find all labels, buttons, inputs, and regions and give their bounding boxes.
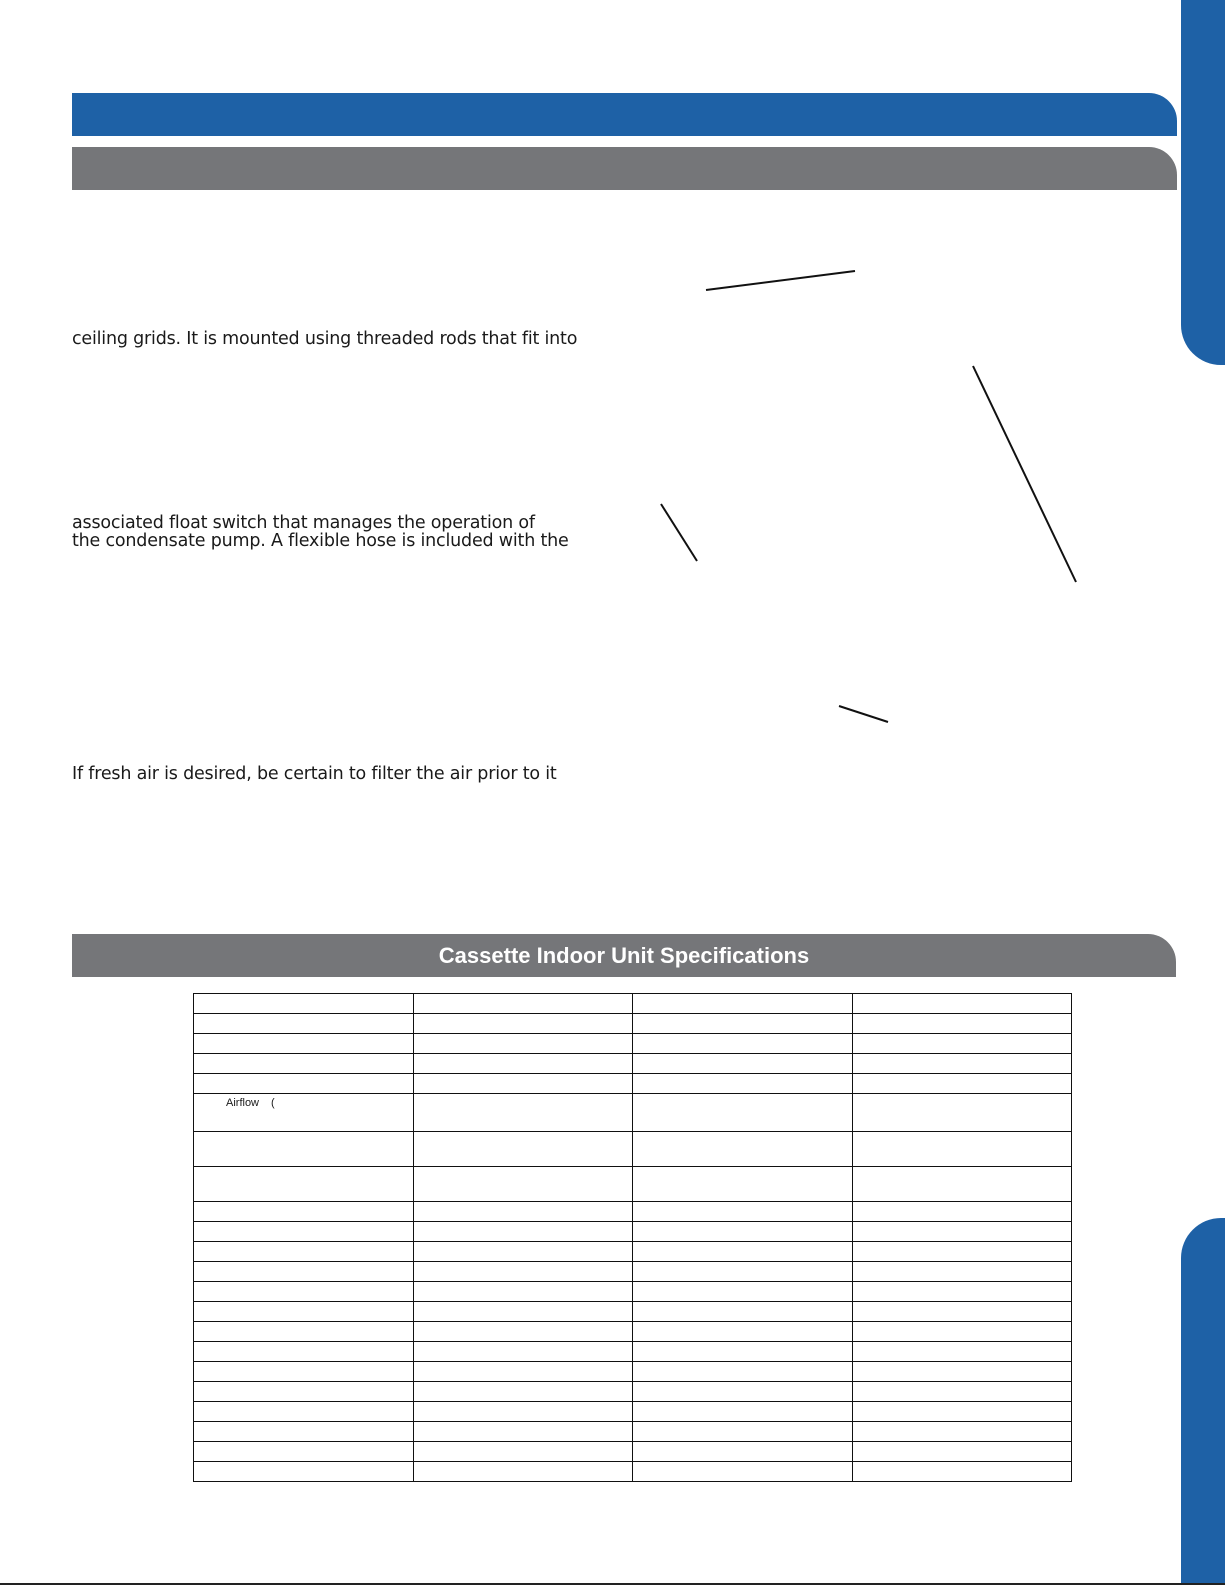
table-cell (633, 1302, 853, 1322)
table-cell (194, 1034, 414, 1054)
leader-line-top (706, 271, 855, 290)
table-row (194, 1422, 1072, 1442)
body-text-fresh-air: If fresh air is desired, be certain to filter the air prior to it (72, 764, 557, 784)
table-cell (633, 1402, 853, 1422)
table-cell (852, 1054, 1072, 1074)
table-cell (194, 1262, 414, 1282)
table-cell (852, 1362, 1072, 1382)
table-row (194, 1262, 1072, 1282)
table-cell-airflow (194, 1094, 414, 1132)
table-cell (852, 1422, 1072, 1442)
table-cell (633, 1034, 853, 1054)
table-cell (413, 1242, 633, 1262)
table-cell (633, 1382, 853, 1402)
table-cell (852, 994, 1072, 1014)
table-row (194, 1362, 1072, 1382)
table-cell (852, 1167, 1072, 1202)
table-cell (852, 1202, 1072, 1222)
table-cell (852, 1014, 1072, 1034)
table-cell (852, 1382, 1072, 1402)
airflow-label: Airflow (226, 1097, 260, 1109)
table-cell (413, 1094, 633, 1132)
leader-line-left (661, 504, 697, 561)
table-cell (413, 994, 633, 1014)
table-cell (413, 1362, 633, 1382)
table-row (194, 1014, 1072, 1034)
table-cell (413, 1014, 633, 1034)
body-text-float-switch: associated float switch that manages the operation of (72, 513, 535, 533)
table-cell (413, 1302, 633, 1322)
table-cell (194, 1362, 414, 1382)
table-cell (633, 1074, 853, 1094)
table-row (194, 1382, 1072, 1402)
table-row (194, 994, 1072, 1014)
table-cell (413, 1322, 633, 1342)
table-cell (413, 1034, 633, 1054)
table-cell (852, 1282, 1072, 1302)
table-cell (852, 1462, 1072, 1482)
table-cell (413, 1342, 633, 1362)
table-cell (194, 1302, 414, 1322)
table-cell (633, 1342, 853, 1362)
table-cell (852, 1132, 1072, 1167)
table-cell (194, 994, 414, 1014)
table-cell (852, 1302, 1072, 1322)
table-cell (413, 1262, 633, 1282)
table-cell (852, 1222, 1072, 1242)
table-cell (194, 1222, 414, 1242)
side-tab-bottom (1181, 1218, 1225, 1585)
leader-line-bottom (839, 706, 888, 722)
table-cell (852, 1402, 1072, 1422)
table-cell (194, 1074, 414, 1094)
table-cell (413, 1402, 633, 1422)
table-cell (852, 1094, 1072, 1132)
table-cell (852, 1074, 1072, 1094)
table-cell (633, 1014, 853, 1034)
airflow-paren: ( (271, 1097, 275, 1109)
table-row (194, 1054, 1072, 1074)
side-tab-top (1181, 0, 1225, 365)
table-cell (852, 1262, 1072, 1282)
section-subtitle-bar (72, 147, 1177, 190)
table-cell (194, 1054, 414, 1074)
table-row (194, 1034, 1072, 1054)
table-row (194, 1167, 1072, 1202)
table-row (194, 1202, 1072, 1222)
body-text-mounting: ceiling grids. It is mounted using threaded rods that fit into (72, 329, 578, 349)
table-row (194, 1282, 1072, 1302)
table-cell (413, 1074, 633, 1094)
table-cell (633, 1462, 853, 1482)
table-row (194, 1322, 1072, 1342)
table-cell (633, 1282, 853, 1302)
table-cell (194, 1242, 414, 1262)
specifications-table (193, 993, 1072, 1482)
table-cell (194, 1014, 414, 1034)
specifications-header: Cassette Indoor Unit Specifications (72, 934, 1176, 977)
table-row (194, 1462, 1072, 1482)
table-cell (413, 1222, 633, 1242)
table-cell (633, 1442, 853, 1462)
table-cell (194, 1462, 414, 1482)
table-cell (633, 1242, 853, 1262)
leader-line-right (973, 366, 1076, 582)
table-cell (633, 1054, 853, 1074)
table-cell (413, 1132, 633, 1167)
table-cell (633, 1422, 853, 1442)
table-cell (633, 1362, 853, 1382)
table-cell (194, 1132, 414, 1167)
table-row (194, 1132, 1072, 1167)
section-title-bar (72, 93, 1177, 136)
table-cell (633, 1222, 853, 1242)
table-row (194, 1242, 1072, 1262)
table-cell (852, 1342, 1072, 1362)
body-text-condensate: the condensate pump. A flexible hose is included with the (72, 531, 569, 551)
table-cell (633, 1262, 853, 1282)
table-cell (194, 1422, 414, 1442)
table-cell (852, 1322, 1072, 1342)
table-cell (633, 1322, 853, 1342)
table-cell (413, 1422, 633, 1442)
table-cell (413, 1382, 633, 1402)
table-cell (413, 1462, 633, 1482)
table-cell (413, 1442, 633, 1462)
table-cell (633, 1167, 853, 1202)
table-cell (852, 1242, 1072, 1262)
table-row (194, 1342, 1072, 1362)
table-cell (633, 994, 853, 1014)
table-cell (194, 1382, 414, 1402)
table-row (194, 1302, 1072, 1322)
table-row (194, 1402, 1072, 1422)
table-cell (413, 1167, 633, 1202)
table-cell (194, 1402, 414, 1422)
table-cell (194, 1322, 414, 1342)
table-cell (852, 1034, 1072, 1054)
table-cell (194, 1202, 414, 1222)
table-row (194, 1222, 1072, 1242)
table-cell (194, 1442, 414, 1462)
table-cell (194, 1342, 414, 1362)
table-cell (194, 1167, 414, 1202)
table-row (194, 1074, 1072, 1094)
table-row-airflow (194, 1094, 1072, 1132)
table-cell (194, 1282, 414, 1302)
table-cell (413, 1202, 633, 1222)
table-cell (633, 1202, 853, 1222)
table-cell (852, 1442, 1072, 1462)
table-row (194, 1442, 1072, 1462)
table-cell (633, 1094, 853, 1132)
table-cell (413, 1282, 633, 1302)
table-cell (633, 1132, 853, 1167)
table-cell (413, 1054, 633, 1074)
